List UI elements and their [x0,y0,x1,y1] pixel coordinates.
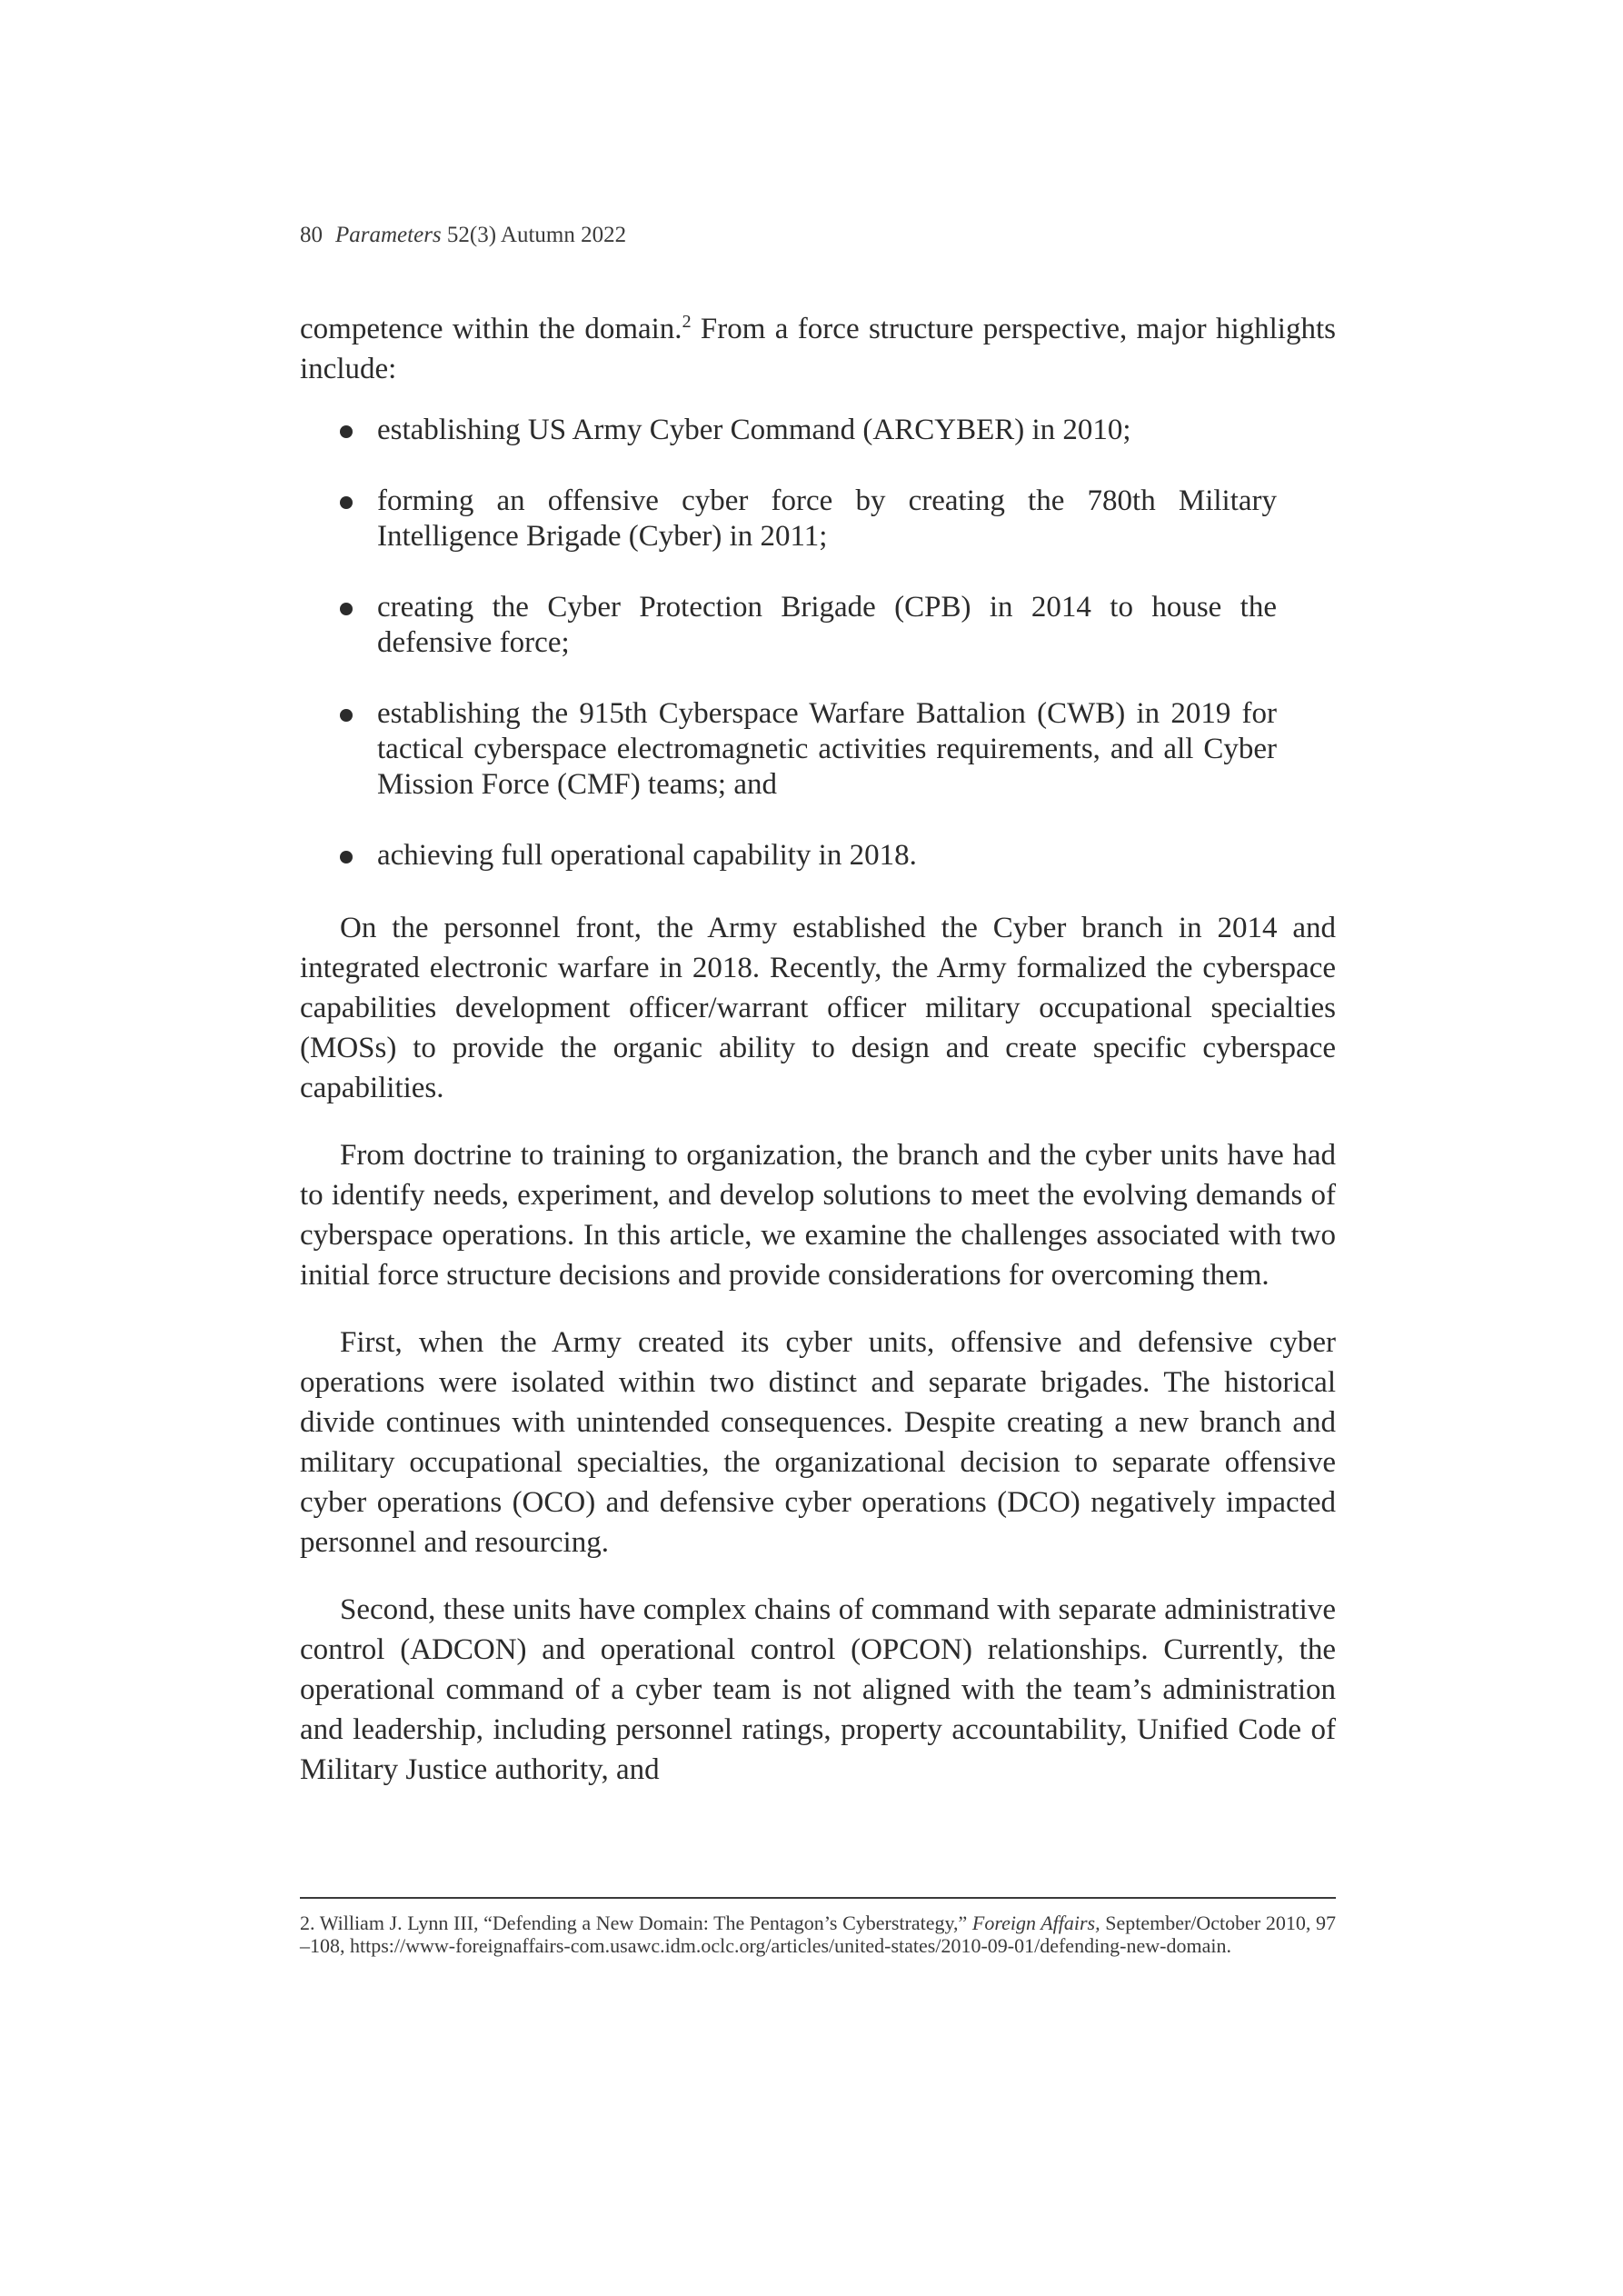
bullet-icon [340,709,353,722]
paragraph-personnel: On the personnel front, the Army established the Cyber branch in 2014 and integrated electronic warfare in 2018. Recently, the Army formalized the cyberspace capabilities development officer/warrant officer military occupational specialties (MOSs) to provide the organic ability to design and create specific cyberspace capabilities. [300,912,1336,1104]
footnote-text-before-journal: William J. Lynn III, “Defending a New Domain: The Pentagon’s Cyberstrategy,” [319,1912,972,1934]
journal-issue: 52(3) Autumn 2022 [446,223,627,247]
footnote-text-after-journal[interactable]: September/October 2010, 97–108, https://www-foreignaffairs-com.usawc.idm.oclc.org/articles/united-states/2010-09-01/defending-new-domain. [300,1912,1336,1957]
bullet-icon [340,496,353,509]
intro-text-before-note: competence within the domain. [300,313,682,345]
list-item [377,590,1277,661]
bullet-icon [340,603,353,615]
paragraph-first-challenge: First, when the Army created its cyber units, offensive and defensive cyber operations were isolated within two distinct and separate brigades. The historical divide continues with unintended consequences. Despite creating a new branch and military occupational specialties, the organizational decision to separate offensive cyber operations (OCO) and defensive cyber operations (DCO) negatively impacted personnel and resourcing. [300,1326,1336,1559]
footnote-number: 2. [300,1912,315,1934]
list-item [377,696,1277,803]
page-number: 80 [300,223,323,247]
footnote-reference[interactable]: 2 [682,312,692,332]
bullet-icon [340,425,353,438]
list-item-text: achieving full operational capability in 2018. [377,839,917,872]
paragraph-second-challenge: Second, these units have complex chains of command with separate administrative control (ADCON) and operational control (OPCON) relationships. Currently, the operational command of a cyber team is not aligned with the team’s administration and leadership, including personnel ratings, property accountability, Unified Code of Military Justice authority, and [300,1593,1336,1786]
list-item [377,413,1277,448]
footnote-divider [300,1897,1336,1899]
paragraph-doctrine: From doctrine to training to organization, the branch and the cyber units have had to identify needs, experiment, and develop solutions to meet the evolving demands of cyberspace operations. In this article, we examine the challenges associated with two initial force structure decisions and provide considerations for overcoming them. [300,1139,1336,1292]
body-text [300,309,1336,1790]
list-item-text: establishing US Army Cyber Command (ARCYBER) in 2010; [377,414,1131,446]
list-item-text: forming an offensive cyber force by creating the 780th Military Intelligence Brigade (Cyber) in 2011; [377,484,1277,553]
bullet-icon [340,851,353,863]
footnote-journal: Foreign Affairs, [971,1912,1100,1934]
running-header [300,223,626,248]
footnote [300,1912,1336,1957]
journal-title: Parameters [335,223,442,247]
list-item-text: establishing the 915th Cyberspace Warfare Battalion (CWB) in 2019 for tactical cyberspace electromagnetic activities requirements, and all Cyber Mission Force (CMF) teams; and [377,697,1277,801]
list-item [377,838,1277,873]
intro-paragraph [300,309,1336,389]
list-item-text: creating the Cyber Protection Brigade (CPB) in 2014 to house the defensive force; [377,591,1277,659]
list-item [377,484,1277,554]
highlights-list [300,413,1277,873]
intro-text-after-note: From a force structure perspective, major highlights include: [300,313,1336,385]
